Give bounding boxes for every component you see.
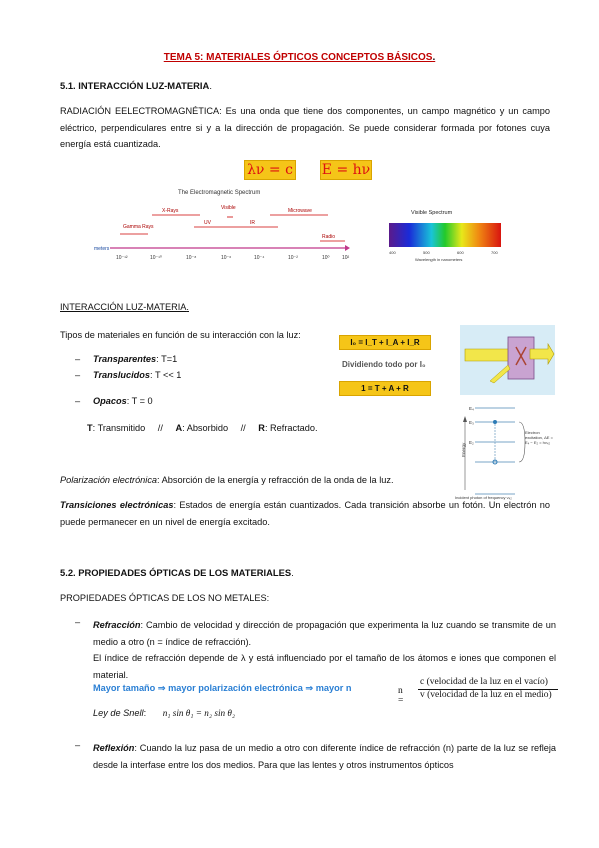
- formula-energy: E = hν: [321, 162, 371, 178]
- axis-label: meters: [94, 246, 110, 252]
- excitation-label: Electron excitation, ΔE = E₄ − E₂ = hν₄₂: [525, 430, 553, 445]
- item-translucidos: Translucidos: T << 1: [93, 370, 182, 380]
- tick: 10⁻²: [288, 255, 298, 261]
- tick: 10⁻¹⁰: [150, 255, 162, 261]
- bullet-dash: –: [75, 370, 81, 380]
- divide-text: Dividiendo todo por I₀: [342, 360, 426, 369]
- bullet-dash: –: [75, 617, 81, 627]
- legend-line: T: Transmitido // A: Absorbido // R: Refractado.: [87, 423, 318, 433]
- polarization-paragraph: Polarización electrónica: Absorción de la energía y refracción de la onda de la luz.: [60, 475, 394, 485]
- tick: 10⁻¹²: [116, 255, 128, 261]
- band-ir: IR: [250, 220, 255, 226]
- visible-tick: 600: [457, 250, 464, 255]
- level-e3: E₃: [469, 420, 474, 425]
- types-intro: Tipos de materiales en función de su interacción con la luz:: [60, 330, 301, 340]
- refraction-paragraph: Refracción: Cambio de velocidad y dirección de propagación que experimenta la luz cuando se transmite de un medio a otro (n = índice de refracción).: [93, 620, 556, 647]
- equation-box-2: 1 = T + A + R: [339, 381, 431, 396]
- blue-highlight: Mayor tamaño ⇒ mayor polarización electrónica ⇒ mayor n: [93, 683, 352, 693]
- page-title: TEMA 5: MATERIALES ÓPTICOS CONCEPTOS BÁSICOS.: [163, 52, 436, 63]
- visible-tick: 400: [389, 250, 396, 255]
- tick: 10⁻⁴: [254, 255, 265, 261]
- interaction-heading: INTERACCIÓN LUZ-MATERIA.: [60, 302, 189, 312]
- item-transparentes: Transparentes: T=1: [93, 354, 178, 364]
- refraction-paragraph-2: El índice de refracción depende de λ y está influenciado por el tamaño de los átomos e iones que componen el material.: [93, 653, 556, 680]
- tick: 10²: [342, 255, 350, 261]
- visible-spectrum-diagram: [375, 205, 515, 265]
- radiation-paragraph: RADIACIÓN EELECTROMAGNÉTICA: Es una onda que tiene dos componentes, un campo magnético y un campo eléctrico, perpendiculares entre si y a la dirección de propagación. Se puede considerar formada por fotones cuya energía está cuantizada.: [60, 106, 550, 149]
- band-uv: UV: [204, 220, 211, 226]
- transitions-paragraph: Transiciones electrónicas: Estados de energía están cuantizados. Cada transición absorbe un fotón. Un electrón no puede permanecer en un nivel de energía excitado.: [60, 500, 551, 527]
- tick: 10⁻⁸: [186, 255, 197, 261]
- band-visible: Visible: [221, 205, 236, 211]
- band-microwave: Microwave: [288, 208, 312, 214]
- energy-label: Energy: [461, 442, 466, 457]
- section-heading-5-1: 5.1. INTERACCIÓN LUZ-MATERIA.: [60, 80, 212, 91]
- subheading-no-metales: PROPIEDADES ÓPTICAS DE LOS NO METALES:: [60, 593, 270, 603]
- visible-axis: Wavelength in nanometers: [415, 257, 463, 262]
- visible-tick: 500: [423, 250, 430, 255]
- tick: 10⁻⁶: [221, 255, 232, 261]
- visible-title: Visible Spectrum: [411, 210, 453, 216]
- light-interaction-diagram: [460, 325, 555, 395]
- formula-wave: λν = c: [244, 160, 296, 180]
- snell-law: Ley de Snell: n₁ sin θ₁ = n₂ sin θ₂: [93, 708, 236, 718]
- section-heading-5-2: 5.2. PROPIEDADES ÓPTICAS DE LOS MATERIALES.: [60, 567, 294, 578]
- spectrum-title: The Electromagnetic Spectrum: [178, 190, 261, 196]
- band-gamma: Gamma Rays: [123, 224, 154, 230]
- em-spectrum-diagram: [90, 185, 350, 265]
- level-e2: E₂: [469, 440, 474, 445]
- tick: 10⁰: [322, 255, 330, 261]
- reflection-paragraph: Reflexión: Cuando la luz pasa de un medio a otro con diferente índice de refracción (n) parte de la luz se refleja desde la interfase entre los dos medios. Para que las lentes y otros instrumentos ópticos: [93, 743, 556, 770]
- band-radio: Radio: [322, 234, 336, 240]
- item-opacos: Opacos: T = 0: [93, 396, 153, 406]
- equation-box-1: I₀ = I_T + I_A + I_R: [339, 335, 431, 350]
- bullet-dash: –: [75, 354, 81, 364]
- photon-label: Incident photon of frequency ν₄₂: [455, 495, 512, 500]
- bullet-dash: –: [75, 396, 81, 406]
- band-xrays: X-Rays: [162, 208, 179, 214]
- bullet-dash: –: [75, 740, 81, 750]
- visible-tick: 700: [491, 250, 498, 255]
- level-e4: E₄: [469, 406, 474, 411]
